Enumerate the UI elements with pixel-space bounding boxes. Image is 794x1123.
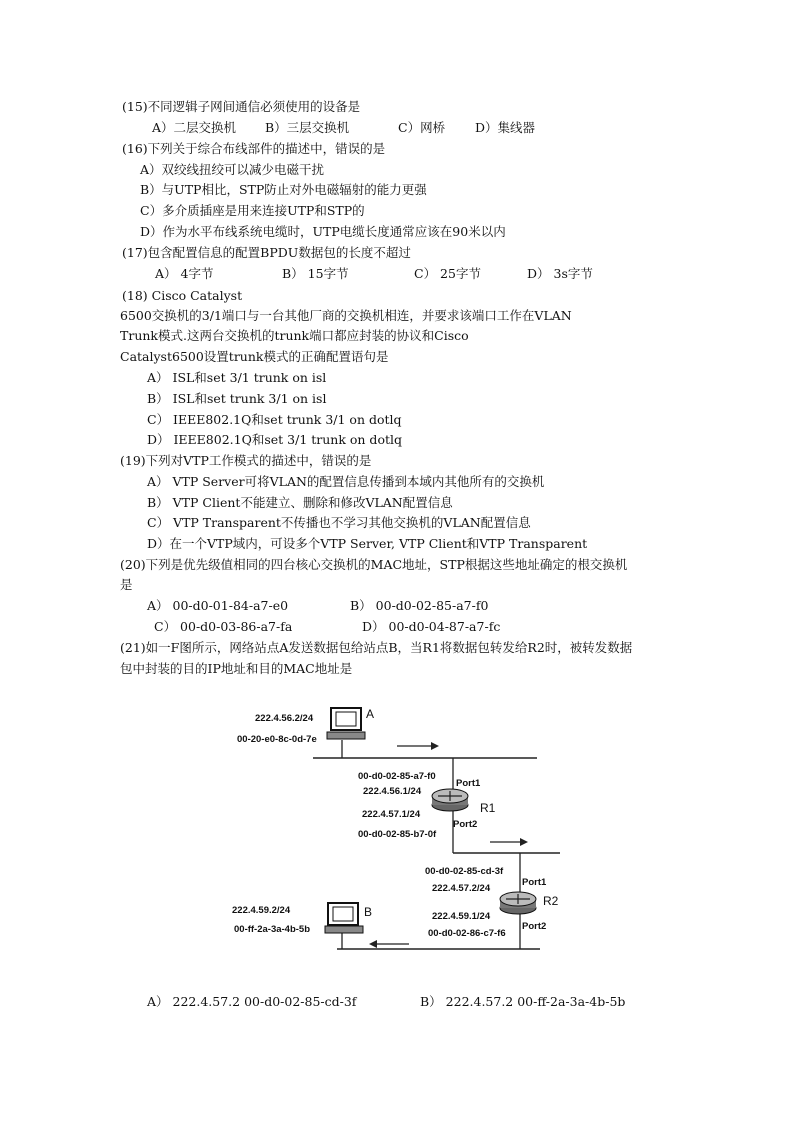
host-b-label: B [364,905,373,919]
q18-option-c: C） IEEE802.1Q和set trunk 3/1 on dotlq [147,412,402,427]
arrow-right-icon-1 [397,742,439,750]
r1-port1-label: Port1 [456,778,481,789]
q16-option-b: B）与UTP相比，STP防止对外电磁辐射的能力更强 [140,182,427,197]
q18-stem-line-4: Catalyst6500设置trunk模式的正确配置语句是 [120,349,389,364]
r2-label: R2 [543,894,559,908]
q20-option-d: D） 00-d0-04-87-a7-fc [362,619,501,634]
q18-stem-line-1: (18) Cisco Catalyst [122,288,243,303]
q17-option-c: C） 25字节 [414,266,481,281]
q15-option-b: B）三层交换机 [265,120,350,135]
q18-stem-line-3: Trunk模式.这两台交换机的trunk端口都应封装的协议和Cisco [120,328,469,343]
q21-stem-line-1: (21)如一F图所示，网络站点A发送数据包给站点B，当R1将数据包转发给R2时，被转发数据 [120,640,633,655]
q16-stem: (16)下列关于综合布线部件的描述中，错误的是 [122,141,386,156]
r2-port1-mac: 00-d0-02-85-cd-3f [425,866,504,877]
router-icon-r2 [500,892,536,914]
host-a-ip: 222.4.56.2/24 [255,713,314,724]
q15-stem: (15)不同逻辑子网间通信必须使用的设备是 [122,99,361,114]
arrow-right-icon-2 [490,838,528,846]
router-icon-r1 [432,789,468,811]
q18-stem-line-2: 6500交换机的3/1端口与一台其他厂商的交换机相连，并要求该端口工作在VLAN [120,308,572,323]
computer-icon-host-a [327,708,365,739]
q20-stem-line-1: (20)下列是优先级值相同的四台核心交换机的MAC地址，STP根据这些地址确定的根交换机 [120,557,628,572]
r1-port2-mac: 00-d0-02-85-b7-0f [358,829,437,840]
r1-label: R1 [480,801,496,815]
q15-option-d: D）集线器 [475,120,536,135]
q16-option-c: C）多介质插座是用来连接UTP和STP的 [140,203,365,218]
q19-option-b: B） VTP Client不能建立、删除和修改VLAN配置信息 [147,495,453,510]
host-a-mac: 00-20-e0-8c-0d-7e [237,734,317,745]
r2-port1-ip: 222.4.57.2/24 [432,883,491,894]
q21-option-a: A） 222.4.57.2 00-d0-02-85-cd-3f [147,994,357,1009]
q19-stem: (19)下列对VTP工作模式的描述中，错误的是 [120,453,372,468]
q18-option-b: B） ISL和set trunk 3/1 on isl [147,391,327,406]
q17-option-b: B） 15字节 [282,266,349,281]
r1-port1-ip: 222.4.56.1/24 [363,786,422,797]
network-diagram [225,700,575,965]
r1-port2-label: Port2 [453,819,478,830]
q18-option-a: A） ISL和set 3/1 trunk on isl [147,370,327,385]
arrow-left-icon [369,940,409,948]
q21-stem-line-2: 包中封装的目的IP地址和目的MAC地址是 [120,661,353,676]
q17-stem: (17)包含配置信息的配置BPDU数据包的长度不超过 [122,245,411,260]
host-a-label: A [366,707,375,721]
q20-stem-line-2: 是 [120,577,133,592]
q19-option-a: A） VTP Server可将VLAN的配置信息传播到本域内其他所有的交换机 [147,474,545,489]
q17-option-d: D） 3s字节 [527,266,593,281]
q21-option-b: B） 222.4.57.2 00-ff-2a-3a-4b-5b [420,994,626,1009]
q20-option-c: C） 00-d0-03-86-a7-fa [154,619,293,634]
r2-port2-label: Port2 [522,921,547,932]
q15-option-a: A）二层交换机 [152,120,237,135]
computer-icon-host-b [325,903,363,933]
q20-option-b: B） 00-d0-02-85-a7-f0 [350,598,489,613]
q18-option-d: D） IEEE802.1Q和set 3/1 trunk on dotlq [147,432,402,447]
q16-option-d: D）作为水平布线系统电缆时，UTP电缆长度通常应该在90米以内 [140,224,506,239]
r2-port2-mac: 00-d0-02-86-c7-f6 [428,928,506,939]
q20-option-a: A） 00-d0-01-84-a7-e0 [147,598,289,613]
host-b-mac: 00-ff-2a-3a-4b-5b [234,924,311,935]
r1-port2-ip: 222.4.57.1/24 [362,809,421,820]
q19-option-d: D）在一个VTP域内，可设多个VTP Server, VTP Client和VTP Transparent [147,536,588,551]
q17-option-a: A） 4字节 [155,266,214,281]
r2-port2-ip: 222.4.59.1/24 [432,911,491,922]
r1-port1-mac: 00-d0-02-85-a7-f0 [358,771,436,782]
q16-option-a: A）双绞线扭绞可以减少电磁干扰 [140,162,325,177]
r2-port1-label: Port1 [522,877,547,888]
q19-option-c: C） VTP Transparent不传播也不学习其他交换机的VLAN配置信息 [147,515,531,530]
host-b-ip: 222.4.59.2/24 [232,905,291,916]
q15-option-c: C）网桥 [398,120,446,135]
